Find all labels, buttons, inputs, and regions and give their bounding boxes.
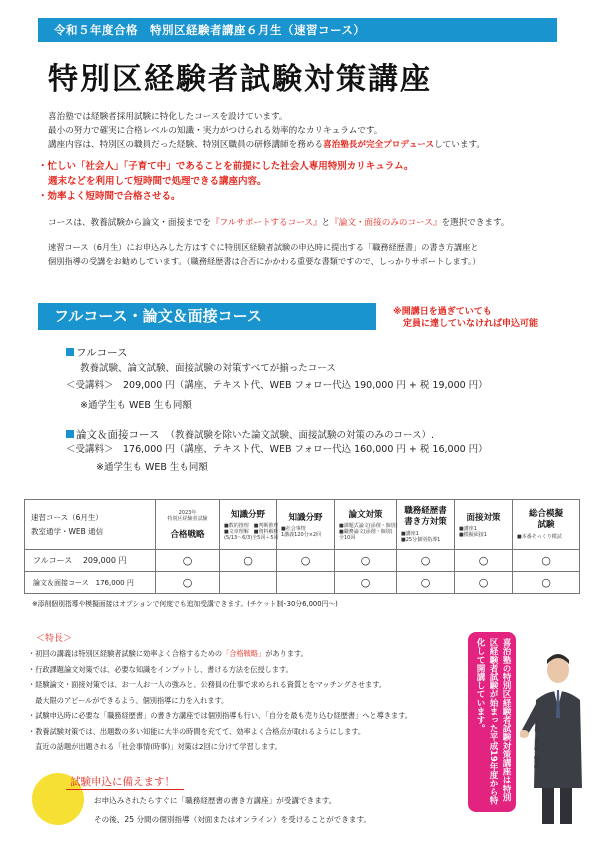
feature-0-c: があります。 [265,649,308,658]
quick-course-note [48,240,480,268]
pink-callout-text: 喜治塾の特別区経験者試験対策講座は特別区経験者試験が始まった平成19年度から特化して開講しています。 [475,638,511,805]
bottom-line-1: お申込みされたらすぐに「職務経歴書の書き方講座」が受講できます。 [94,796,337,805]
full-course-fee: ＜受講料＞ 209,000 円（講座、テキスト代、WEB フォロー代込 190,000 円 + 税 19,000 円） [66,380,488,391]
table-cell: ○ [513,572,580,594]
bullet-1: ・忙しい「社会人」「子育て中」であることを前提にした社会人専用特別カリキュラム。 [38,161,414,172]
table-cell [277,572,335,594]
feature-bullets [38,159,413,204]
col-6-small: ■本番そっくり模試 [517,534,562,540]
col-header-knowledge-2 [277,500,335,550]
course-select-essay: 『論文・面接のみのコース』 [330,218,442,228]
col-header-knowledge-1 [220,500,277,550]
col-header-essay [335,500,397,550]
corner-line-2: 教室通学・WEB 通信 [31,526,104,536]
col-1-small: ■数的推理 ■判断推理 ■文章理解 ■資料解釈 (5/13～6/3)全5回＋5回 [224,523,279,541]
feature-0-b: 「合格戦略」 [222,649,266,658]
col-header-strategy [156,500,220,550]
table-header-row [25,500,580,550]
table-row [25,550,580,572]
course-select-a: コースは、教養試験から論文・面接までを [48,218,211,228]
teacher-caption: 塾長 喜治 賢次 [532,720,539,768]
full-course-note: ※通学生も WEB 生も同額 [80,400,192,411]
table-cell [220,572,277,594]
full-course-heading-label: フルコース [76,347,128,359]
col-2-small: ■社会事情 1講義120分×2回 [281,526,322,538]
table-cell: ○ [513,550,580,572]
bottom-headline: 試験申込に備えます！ [70,776,175,788]
col-header-interview [455,500,513,550]
table-footnote: ※添削個別指導や模擬面接はオプションで何度でも追加受講できます。(チケット制･30分6,000円～) [32,600,338,608]
bullet-2: ・効率よく短時間で合格させる。 [38,191,181,202]
intro-highlight: 喜治塾長が完全プロデュース [323,140,435,150]
page-title: 特別区経験者試験対策講座 [48,62,432,97]
essay-course-heading-label: 論文＆面接コース [76,429,160,441]
course-select-text [48,216,510,230]
col-4-big: 職務経歴書 書き方対策 [404,506,447,527]
intro-line-1: 喜治塾では経験者採用試験に特化したコースを設けています。 [48,112,288,122]
features-list [28,646,412,755]
headline-underline [66,789,184,790]
col-header-resume [397,500,455,550]
table-cell: ○ [335,572,397,594]
full-course-desc: 教養試験、論文試験、面接試験の対策すべてが揃ったコース [80,363,336,374]
col-1-big: 知識分野 [230,510,265,520]
col-3-small: ■課題式論文(添削・個別) ■職務論文(添削・個別) 全10回 [339,523,398,541]
feature-item: ・行政課題論文対策では、必要な知識をインプットし、書ける方法を伝授します。 [28,664,293,674]
essay-course-heading [66,427,434,442]
col-2-big: 知識分野 [288,513,323,523]
course-comparison-table [24,499,580,594]
feature-item: 最大限のアピールができるよう、個別指導に力を入れます。 [28,695,229,705]
row-label: 論文＆面接コース 176,000 円 [25,572,156,594]
bottom-line-2: その後、25 分間の個別指導（対面またはオンライン）を受けることができます。 [94,815,372,824]
table-cell: ○ [455,550,513,572]
course-select-full: 『フルサポートするコース』 [210,218,322,228]
late-enrollment-note [393,306,538,330]
essay-course-fee: ＜受講料＞ 176,000 円（講座、テキスト代、WEB フォロー代込 160,000 円 + 税 16,000 円） [66,444,488,455]
col-0-small: 2023年 特別区経験者試験 [167,509,208,522]
feature-item: ・教養試験対策では、出題数の多い知能に大半の時間を充てて、効率よく合格点が取れるようにします。 [28,726,366,736]
col-header-mock-exam [513,500,580,550]
feature-item [28,646,412,662]
table-row [25,572,580,594]
table-cell: ○ [397,550,455,572]
late-note-line-1: ※開講日を過ぎていても [393,307,492,317]
table-cell: ○ [156,572,220,594]
table-cell: ○ [277,550,335,572]
intro-line-3a: 講座内容は、特別区の職員だった経験、特別区職員の研修講師を務める [48,140,324,150]
course-select-e: を選択できます。 [441,218,510,228]
full-course-heading [66,345,128,360]
table-cell: ○ [455,572,513,594]
features-title: ＜特長＞ [36,634,73,644]
top-banner: 令和５年度合格 特別区経験者講座６月生（速習コース） [38,18,557,42]
quick-note-line-2: 個別指導の受講をお勧めしています。（職務経歴書は合否にかかわる重要な書類ですので、しっかりサポートします。） [48,256,481,266]
table-cell: ○ [156,550,220,572]
intro-line-2: 最小の努力で確実に合格レベルの知識・実力がつけられる効率的なカリキュラムです。 [48,126,383,136]
intro-text [48,110,485,152]
table-cell: ○ [397,572,455,594]
feature-item: ・経験論文・面接対策では、お一人お一人の強みと、公務員の仕事で求められる資質とをマッチングさせます。 [28,680,387,689]
col-6-big: 総合模擬 試験 [528,509,563,530]
square-bullet-icon [66,430,74,438]
section-title: フルコース・論文＆面接コース [38,303,376,330]
table-corner [25,500,156,550]
essay-course-note: ※通学生も WEB 生も同額 [96,462,208,473]
feature-item: ・試験申込時に必要な「職務経歴書」の書き方講座では個別指導も行い、「自分を最も売り込む経歴書」へと導きます。 [28,711,412,720]
bullet-1b: 週末などを利用して短時間で処理できる講座内容。 [48,176,267,187]
essay-course-heading-sub: （教養試験を除いた論文試験、面接試験の対策のみのコース）. [165,430,435,441]
col-5-small: ■講座1 ■模擬面接1 [459,526,487,538]
course-select-c: と [321,218,331,228]
quick-note-line-1: 速習コース（6月生）にお申込みした方はすぐに特別区経験者試験の申込時に提出する「職務経歴書」の書き方講座と [48,242,479,252]
corner-line-1: 速習コース（6月生） [31,512,103,522]
col-0-big: 合格戦略 [170,529,205,540]
square-bullet-icon [66,348,74,356]
feature-item: 直近の話題が出題される「社会事情(時事)」対策は2回に分けて学習します。 [28,742,282,751]
intro-line-3 [48,138,485,152]
late-note-line-2: 定員に達していなければ申込可能 [403,319,539,329]
table-cell: ○ [335,550,397,572]
col-5-big: 面接対策 [466,513,501,523]
col-4-small: ■講座1 ■25分個別指導1 [401,531,441,543]
row-label: フルコース 209,000 円 [25,550,156,572]
feature-0-a: ・初回の講義は特別区経験者試験に効率よく合格するための [28,649,223,658]
intro-line-3c: しています。 [434,140,485,150]
table-cell: ○ [220,550,277,572]
col-3-big: 論文対策 [348,510,383,520]
